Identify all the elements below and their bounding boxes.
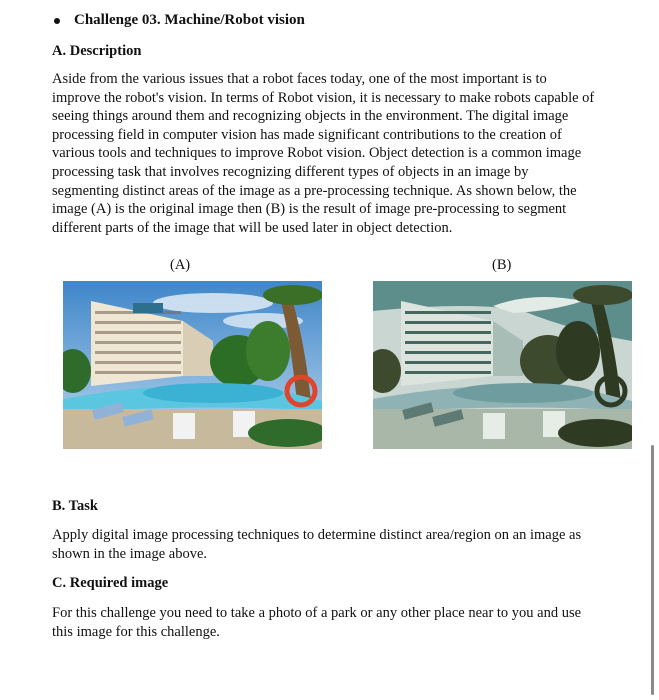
paragraph-line: seeing things around them and recognizing objects in the environment. The digital image xyxy=(52,108,569,125)
section-a-paragraph xyxy=(52,70,612,237)
section-c-paragraph xyxy=(52,604,612,641)
section-a-heading: A. Description xyxy=(52,43,142,59)
paragraph-line: improve the robot's vision. In terms of Robot vision, it is necessary to make robots capable of xyxy=(52,89,595,106)
paragraph-line: For this challenge you need to take a photo of a park or any other place near to you and use xyxy=(52,605,582,621)
paragraph-line: Apply digital image processing techniques to determine distinct area/region on an image as xyxy=(52,527,582,543)
figure-b-segmented-image xyxy=(373,281,632,449)
paragraph-line: processing task that involves recognizing different types of objects in an image by xyxy=(52,163,529,180)
paragraph-line: image (A) is the original image then (B) is the result of image pre-processing to segment xyxy=(52,201,567,218)
paragraph-line: Aside from the various issues that a robot faces today, one of the most important is to xyxy=(52,71,547,87)
challenge-title-text: Challenge 03. Machine/Robot vision xyxy=(74,12,305,28)
challenge-title xyxy=(54,12,305,29)
bullet-icon xyxy=(54,18,60,24)
paragraph-line: shown in the image above. xyxy=(52,545,208,562)
paragraph-line: processing field in computer vision has made significant contributions to the creation of xyxy=(52,126,562,143)
paragraph-line: different parts of the image that will be used later in object detection. xyxy=(52,219,453,236)
paragraph-line: segmenting distinct areas of the image as a pre-processing technique. As shown below, the xyxy=(52,182,577,199)
paragraph-line: various tools and techniques to improve Robot vision. Object detection is a common image xyxy=(52,145,582,162)
figure-a-label: (A) xyxy=(170,257,191,273)
paragraph-line: this image for this challenge. xyxy=(52,623,220,640)
section-b-heading: B. Task xyxy=(52,498,98,514)
section-b-paragraph xyxy=(52,526,612,563)
vertical-scrollbar[interactable] xyxy=(651,445,654,695)
section-c-heading: C. Required image xyxy=(52,575,169,591)
figure-a-original-image xyxy=(63,281,322,449)
figure-b-label: (B) xyxy=(492,257,512,273)
